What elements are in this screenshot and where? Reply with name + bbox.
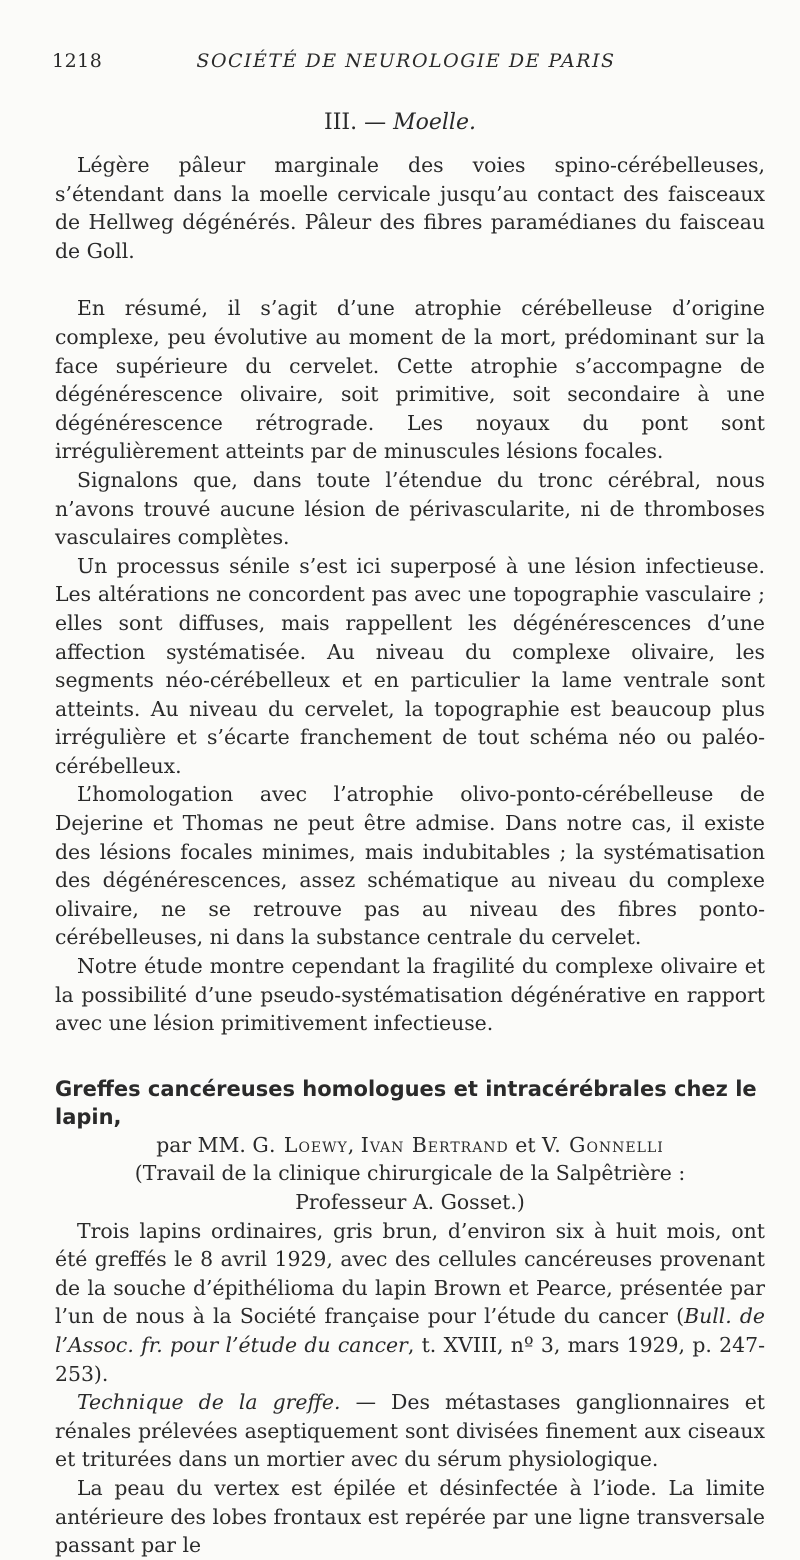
author-gonnelli: V. Gonnelli [542,1132,664,1157]
bibliographic-reference: Bull. de l’Assoc. fr. pour l’étude du cancer [55,1304,765,1357]
author-loewy: G. Loewy [252,1132,348,1157]
author-bertrand: Ivan Bertrand [360,1132,509,1157]
paragraph-3: Signalons que, dans toute l’étendue du tronc cérébral, nous n’avons trouvé aucune lésion de périvascularite, ni de thromboses vasculaires complètes. [55,467,765,550]
section-numeral: III. — [324,110,387,135]
paragraph-2: En résumé, il s’agit d’une atrophie cérébelleuse d’origine complexe, peu évolutive au moment de la mort, prédominant sur la face supérieure du cervelet. Cette atrophie s’accompagne de dégénérescence olivaire, soit primitive, soit secondaire à une dégénérescence rétrograde. Les noyaux du pont sont irrégulièrement atteints par de minuscules lésions focales. [55,296,765,464]
article-paragraph-1: Trois lapins ordinaires, gris brun, d’environ six à huit mois, ont été greffés le 8 avril 1929, avec des cellules cancéreuses provenant de la souche d’épithélioma du lapin Brown et Pearce, présentée par l’un de nous à la Société française pour l’étude du cancer (Bull. de l’Assoc. fr. pour l’étude du cancer, t. XVIII, nº 3, mars 1929, p. 247-253). [55,1218,765,1386]
affiliation-line-2: Professeur A. Gosset.) [295,1190,525,1214]
page-number: 1218 [52,50,103,72]
section-title-text: Moelle. [393,110,476,135]
article-authors: par MM. G. Loewy, Ivan Bertrand et V. Gonnelli [156,1132,664,1157]
running-head: SOCIÉTÉ DE NEUROLOGIE DE PARIS [196,50,616,72]
paragraph-4: Un processus sénile s’est ici superposé à une lésion infectieuse. Les altérations ne concordent pas avec une topographie vasculaire ; elles sont diffuses, mais rappellent les dégénérescences d’une affection systématisée. Au niveau du complexe olivaire, les segments néo-cérébelleux et en particulier la lame ventrale sont atteints. Au niveau du cervelet, la topographie est beaucoup plus irrégulière et s’écarte franchement de tout schéma néo ou paléo-cérébelleux. [55,553,765,778]
body-text [55,151,765,1560]
article-paragraph-3: La peau du vertex est épilée et désinfectée à l’iode. La limite antérieure des lobes frontaux est repérée par une ligne transversale passant par le [55,1475,765,1558]
affiliation-line-1: (Travail de la clinique chirurgicale de la Salpêtrière : [134,1161,686,1186]
article-paragraph-2: Technique de la greffe. — Des métastases ganglionnaires et rénales prélevées aseptiquement sont divisées finement aux ciseaux et triturées dans un mortier avec du sérum physiologique. [55,1390,765,1472]
paragraph-5: L’homologation avec l’atrophie olivo-ponto-cérébelleuse de Dejerine et Thomas ne peut être admise. Dans notre cas, il existe des lésions focales minimes, mais indubitables ; la systématisation des dégénérescences, assez schématique au niveau du complexe olivaire, ne se retrouve pas au niveau des fibres ponto-cérébelleuses, ni dans la substance centrale du cervelet. [55,782,765,950]
section-title [0,110,800,135]
technique-heading: Technique de la greffe. [77,1390,341,1415]
page-header [52,50,740,78]
article-title: Greffes cancéreuses homologues et intracérébrales chez le lapin, [55,1076,757,1129]
paragraph-1: Légère pâleur marginale des voies spino-cérébelleuses, s’étendant dans la moelle cervicale jusqu’au contact des faisceaux de Hellweg dégénérés. Pâleur des fibres paramédianes du faisceau de Goll. [55,153,765,263]
paragraph-6: Notre étude montre cependant la fragilité du complexe olivaire et la possibilité d’une pseudo-systématisation dégénérative en rapport avec une lésion primitivement infectieuse. [55,954,765,1036]
